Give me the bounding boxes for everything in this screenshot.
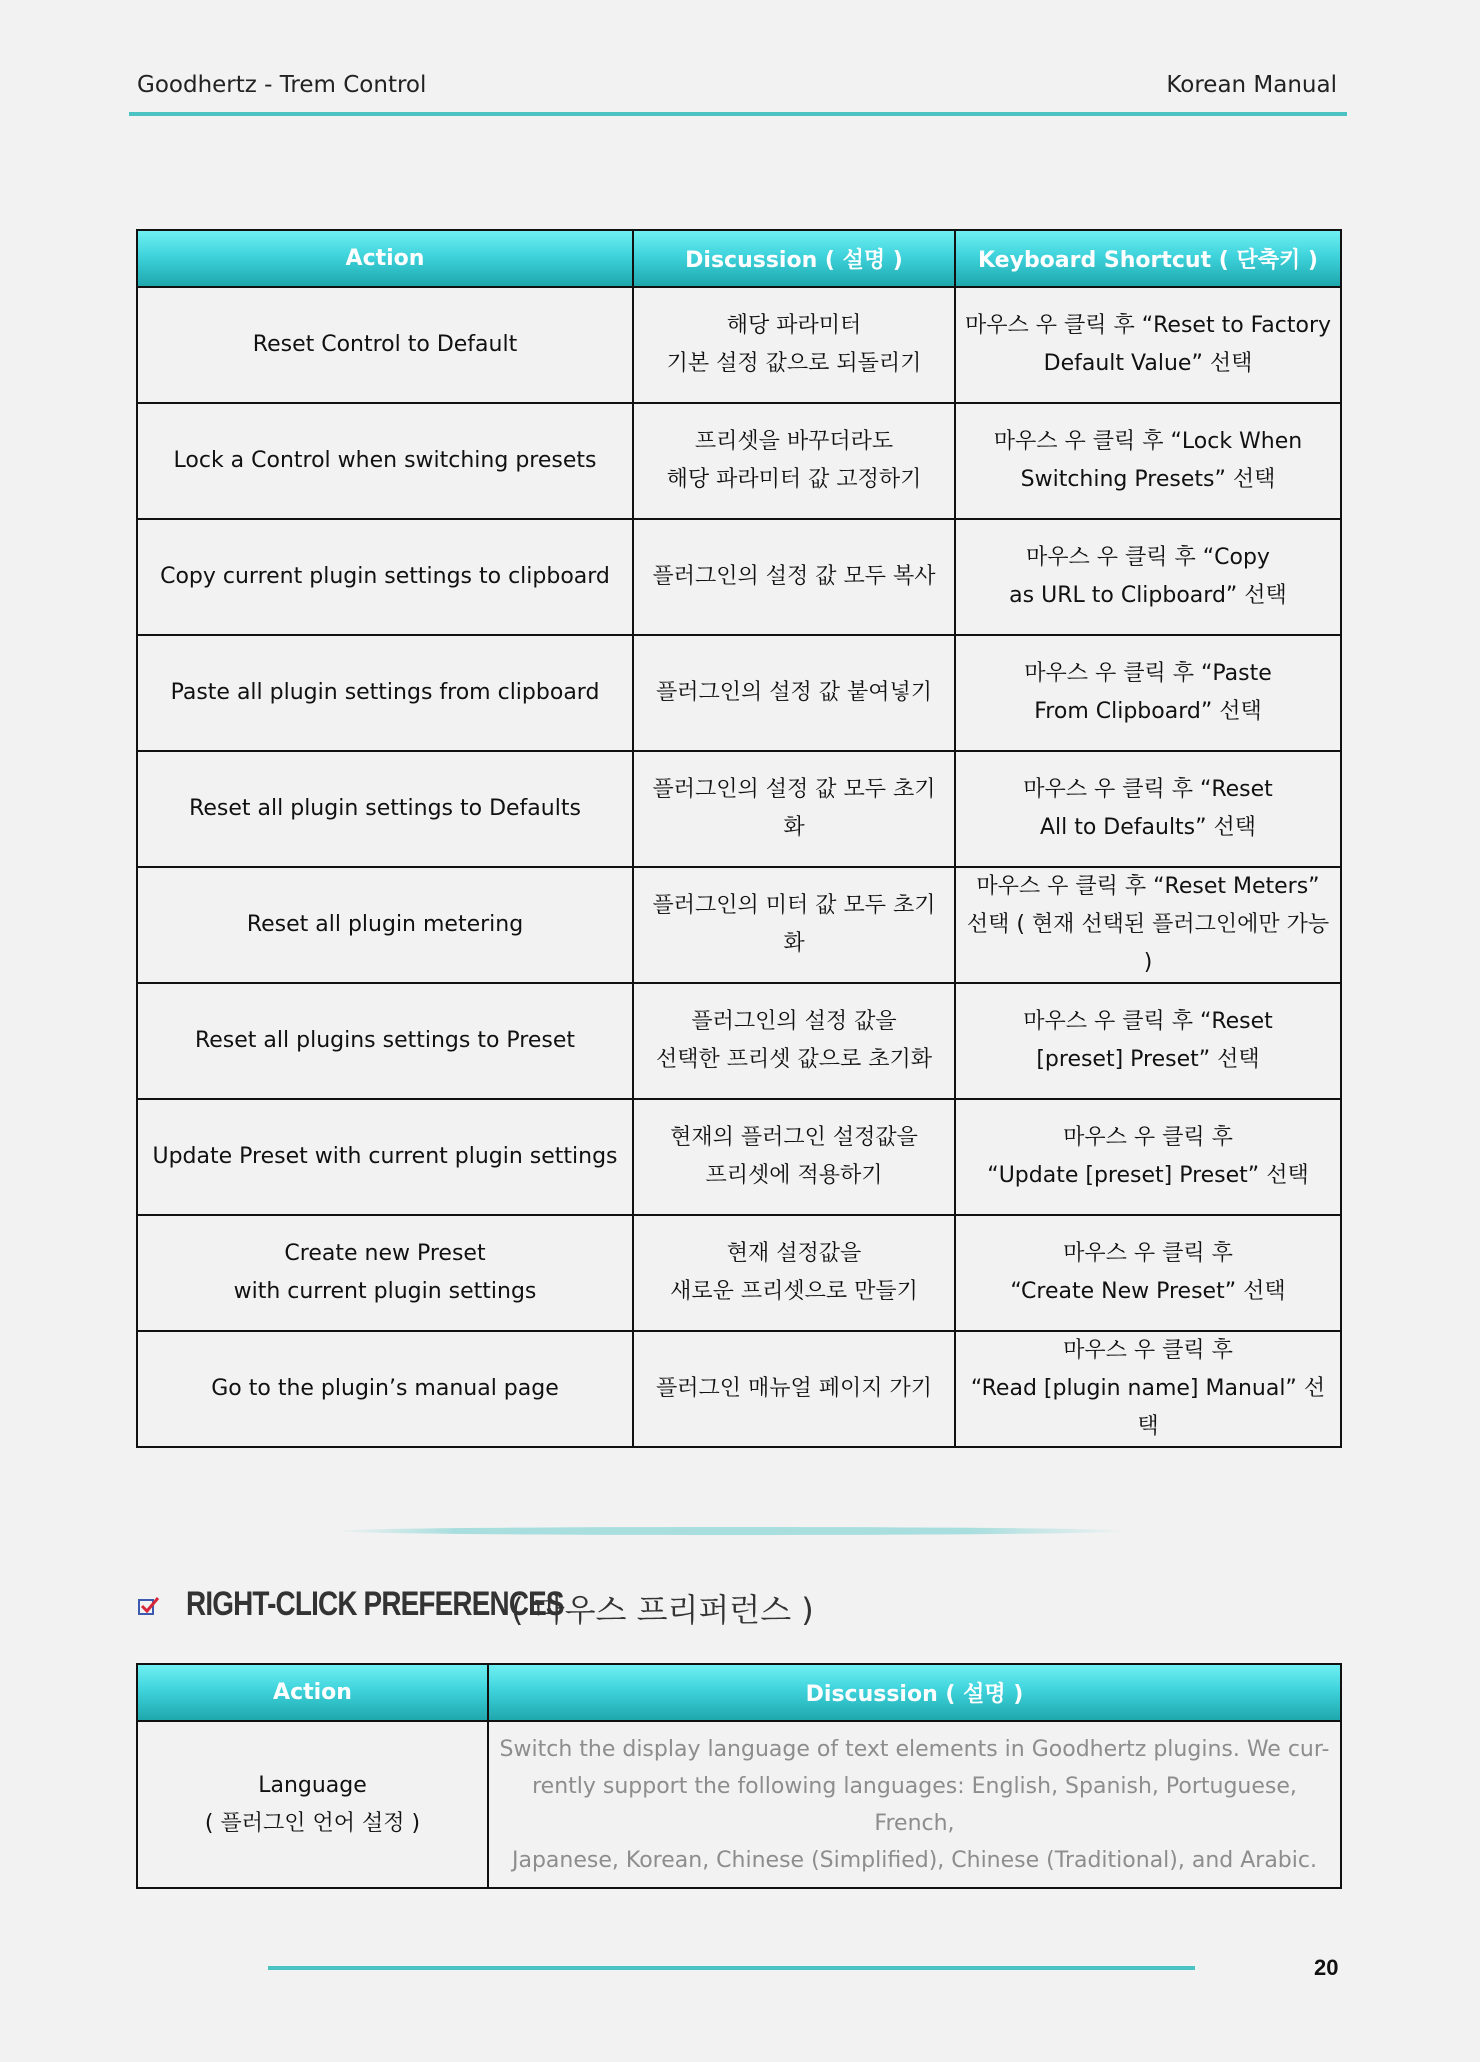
action-cell [137,287,633,403]
shortcut-cell-line: “Read [plugin name] Manual” 선택 [970,1376,1326,1439]
discussion-cell-line: 플러그인의 설정 값 모두 복사 [652,564,936,589]
table-row [137,751,1341,867]
action-cell-line: Reset all plugins settings to Preset [194,1028,576,1053]
column-header-action: Action [137,1664,488,1721]
discussion-cell-line: 플러그인의 미터 값 모두 초기화 [652,893,936,956]
shortcut-cell-line: 마우스 우 클릭 후 [1063,1241,1233,1266]
discussion-cell-line: 현재의 플러그인 설정값을 [670,1125,918,1150]
discussion-cell [633,1215,955,1331]
shortcut-cell-line: 마우스 우 클릭 후 [1063,1338,1233,1363]
discussion-cell-line: Japanese, Korean, Chinese (Simplified), Chinese (Traditional), and Arabic. [512,1847,1317,1873]
section-title: RIGHT-CLICK PREFERENCES [186,1585,564,1623]
shortcuts-table [136,229,1342,1448]
shortcut-cell [955,1099,1341,1215]
table-row [137,867,1341,983]
action-cell-line: Lock a Control when switching presets [173,448,597,473]
action-cell [137,403,633,519]
shortcut-cell [955,519,1341,635]
shortcut-cell [955,635,1341,751]
discussion-cell-line: 플러그인 매뉴얼 페이지 가기 [655,1376,932,1401]
discussion-cell-line: 프리셋을 바꾸더라도 [694,429,894,454]
table-header-row [137,1664,1341,1721]
table-row [137,287,1341,403]
discussion-cell-line: 현재 설정값을 [726,1241,862,1266]
discussion-cell [633,1331,955,1447]
preferences-table [136,1663,1342,1889]
discussion-cell-line: 플러그인의 설정 값을 [691,1009,897,1034]
footer-divider [268,1966,1195,1970]
shortcut-cell [955,751,1341,867]
action-cell [137,519,633,635]
column-header-discussion: Discussion ( 설명 ) [488,1664,1341,1721]
shortcut-cell-line: as URL to Clipboard” 선택 [1009,583,1287,608]
action-cell-line: ( 플러그인 언어 설정 ) [204,1810,421,1836]
action-cell [137,867,633,983]
column-header-action: Action [137,230,633,287]
column-header-discussion: Discussion ( 설명 ) [633,230,955,287]
action-cell-line: Copy current plugin settings to clipboard [160,564,610,589]
action-cell-line: Reset Control to Default [252,332,518,357]
shortcut-cell [955,287,1341,403]
shortcut-cell-line: 마우스 우 클릭 후 [1063,1125,1233,1150]
action-cell [137,1331,633,1447]
discussion-cell-line: 선택한 프리셋 값으로 초기화 [655,1047,932,1072]
action-cell-line: Create new Preset [284,1241,486,1266]
discussion-cell [633,287,955,403]
discussion-cell [633,1099,955,1215]
action-cell-line: Language [258,1772,367,1798]
table-row [137,1099,1341,1215]
shortcut-cell-line: All to Defaults” 선택 [1039,815,1257,840]
shortcut-cell-line: 마우스 우 클릭 후 “Reset [1023,777,1273,802]
section-subtitle: ( 마우스 프리퍼런스 ) [511,1591,814,1629]
discussion-cell [633,403,955,519]
action-cell-line: with current plugin settings [233,1279,537,1304]
action-cell-line: Reset all plugin settings to Defaults [189,796,581,821]
page-header [129,64,1347,116]
discussion-cell-line: 플러그인의 설정 값 모두 초기화 [652,777,936,840]
action-cell [137,635,633,751]
shortcut-cell-line: “Update [preset] Preset” 선택 [987,1163,1309,1188]
discussion-cell-line: Switch the display language of text elements in Goodhertz plugins. We cur- [499,1736,1330,1762]
table-row [137,1331,1341,1447]
shortcut-cell-line: “Create New Preset” 선택 [1010,1279,1286,1304]
discussion-cell-line: 기본 설정 값으로 되돌리기 [666,351,922,376]
discussion-cell [633,635,955,751]
shortcut-cell-line: Switching Presets” 선택 [1020,467,1276,492]
discussion-cell [633,867,955,983]
shortcut-cell-line: From Clipboard” 선택 [1034,699,1262,724]
discussion-cell [633,983,955,1099]
table-row [137,1215,1341,1331]
action-cell [137,1215,633,1331]
shortcut-cell-line: 마우스 우 클릭 후 “Reset [1023,1009,1273,1034]
shortcut-cell [955,403,1341,519]
section-divider [335,1527,1130,1535]
discussion-cell-line: 새로운 프리셋으로 만들기 [670,1279,918,1304]
shortcut-cell-line: [preset] Preset” 선택 [1036,1047,1260,1072]
shortcut-cell-line: 마우스 우 클릭 후 “Reset Meters” [976,874,1320,899]
document-title: Goodhertz - Trem Control [137,72,427,98]
action-cell [137,1721,488,1888]
shortcut-cell [955,1215,1341,1331]
shortcut-cell-line: 마우스 우 클릭 후 “Lock When [993,429,1303,454]
table-row [137,635,1341,751]
table-row [137,519,1341,635]
action-cell-line: Reset all plugin metering [246,912,524,937]
shortcut-cell-line: 선택 ( 현재 선택된 플러그인에만 가능 ) [966,912,1330,975]
table-row [137,403,1341,519]
discussion-cell [633,751,955,867]
table-row [137,1721,1341,1888]
shortcut-cell [955,983,1341,1099]
shortcut-cell-line: 마우스 우 클릭 후 “Copy [1026,545,1270,570]
action-cell [137,1099,633,1215]
discussion-cell [488,1721,1341,1888]
action-cell-line: Go to the plugin’s manual page [211,1376,559,1401]
action-cell-line: Paste all plugin settings from clipboard [170,680,600,705]
shortcut-cell-line: 마우스 우 클릭 후 “Reset to Factory [964,313,1332,338]
discussion-cell [633,519,955,635]
action-cell [137,751,633,867]
manual-language-label: Korean Manual [1166,72,1337,98]
column-header-shortcut: Keyboard Shortcut ( 단축키 ) [955,230,1341,287]
action-cell-line: Update Preset with current plugin settings [152,1144,618,1169]
table-header-row [137,230,1341,287]
discussion-cell-line: rently support the following languages: English, Spanish, Portuguese, French, [532,1773,1297,1836]
shortcut-cell [955,1331,1341,1447]
shortcut-cell-line: Default Value” 선택 [1043,351,1253,376]
shortcut-cell-line: 마우스 우 클릭 후 “Paste [1024,661,1272,686]
action-cell [137,983,633,1099]
table-row [137,983,1341,1099]
checkbox-checked-icon [138,1599,154,1615]
discussion-cell-line: 플러그인의 설정 값 붙여넣기 [655,680,932,705]
discussion-cell-line: 해당 파라미터 [726,313,862,338]
shortcut-cell [955,867,1341,983]
discussion-cell-line: 프리셋에 적용하기 [705,1163,883,1188]
discussion-cell-line: 해당 파라미터 값 고정하기 [666,467,922,492]
page-number: 20 [1314,1955,1339,1980]
